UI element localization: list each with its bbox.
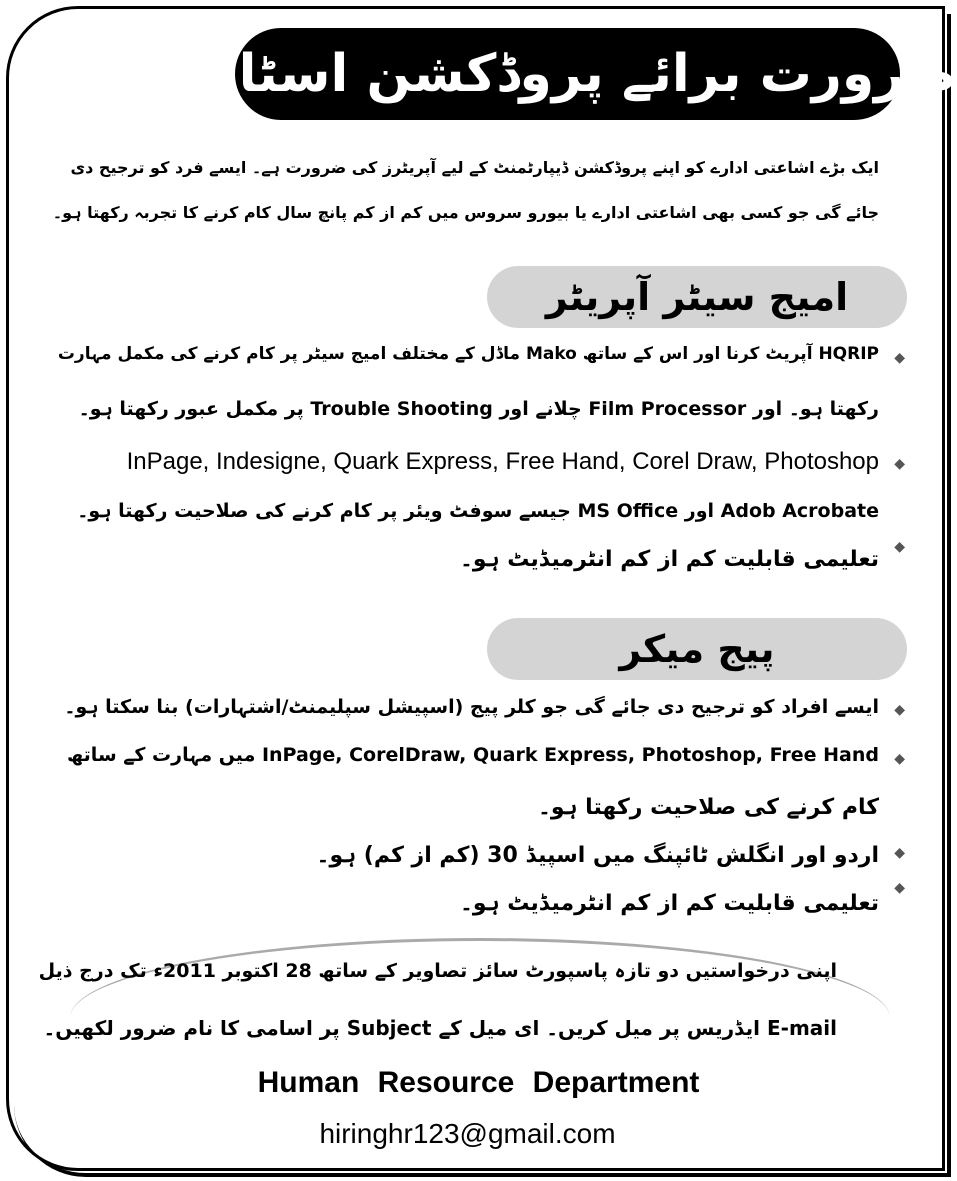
software-list: InPage, Indesigne, Quark Express, Free Hand, Corel Draw, Photoshop: [126, 448, 879, 475]
section-heading-text: پیج میکر: [619, 627, 775, 671]
closing-line-2: E-mail ایڈریس پر میل کریں۔ ای میل کے Subject پر اسامی کا نام ضرور لکھیں۔: [43, 1016, 837, 1040]
section-heading-image-setter: [487, 266, 907, 328]
diamond-bullet-icon: ◆: [894, 456, 905, 472]
section-heading-text: امیج سیٹر آپریٹر: [545, 275, 849, 319]
department-name: Human Resource Department: [257, 1066, 700, 1099]
closing-line-1: اپنی درخواستیں دو تازہ پاسپورٹ سائز تصاویر کے ساتھ 28 اکتوبر 2011ء تک درج ذیل: [38, 960, 837, 982]
page-title: ضرورت برائے پروڈکشن اسٹاف: [178, 44, 957, 104]
diamond-bullet-icon: ◆: [894, 880, 905, 896]
list-item: ایسے افراد کو ترجیح دی جائے گی جو کلر پیج (اسپیشل سپلیمنٹ/اشتہارات) بنا سکتا ہو۔: [64, 696, 879, 718]
diamond-bullet-icon: ◆: [894, 702, 905, 718]
list-item: کام کرنے کی صلاحیت رکھتا ہو۔: [537, 795, 879, 820]
list-item: رکھتا ہو۔ اور Film Processor چلانے اور Trouble Shooting پر مکمل عبور رکھتا ہو۔: [78, 398, 879, 420]
list-item: HQRIP آپریٹ کرنا اور اس کے ساتھ Mako ماڈل کے مختلف امیج سیٹر پر کام کرنے کی مکمل مہارت: [57, 344, 879, 364]
intro-line-1: ایک بڑے اشاعتی ادارے کو اپنے پروڈکشن ڈیپارٹمنٹ کے لیے آپریٹرز کی ضرورت ہے۔ ایسے فرد کو ترجیح دی: [70, 158, 879, 177]
list-item: Adob Acrobate اور MS Office جیسے سوفٹ ویئر پر کام کرنے کی صلاحیت رکھتا ہو۔: [77, 500, 879, 522]
diamond-bullet-icon: ◆: [894, 539, 905, 555]
list-item: InPage, CorelDraw, Quark Express, Photoshop, Free Hand میں مہارت کے ساتھ: [66, 744, 879, 766]
diamond-bullet-icon: ◆: [894, 350, 905, 366]
diamond-bullet-icon: ◆: [894, 845, 905, 861]
title-banner: [178, 28, 957, 120]
intro-line-2: جائے گی جو کسی بھی اشاعتی ادارے یا بیورو سروس میں کم از کم پانچ سال کام کرنے کا تجربہ رکھتا ہو۔: [52, 203, 879, 222]
list-item: اردو اور انگلش ٹائپنگ میں اسپیڈ 30 (کم از کم) ہو۔: [316, 843, 879, 868]
contact-email[interactable]: hiringhr123@gmail.com: [319, 1118, 616, 1149]
diamond-bullet-icon: ◆: [894, 751, 905, 767]
list-item: تعلیمی قابلیت کم از کم انٹرمیڈیٹ ہو۔: [460, 891, 879, 916]
list-item: تعلیمی قابلیت کم از کم انٹرمیڈیٹ ہو۔: [460, 547, 879, 572]
section-heading-page-maker: [487, 618, 907, 680]
